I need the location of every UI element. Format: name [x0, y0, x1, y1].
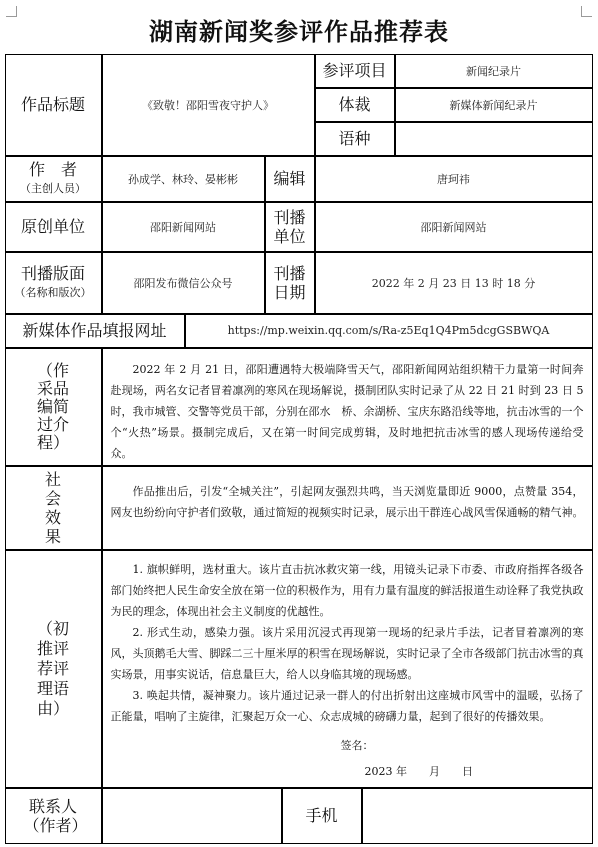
- effect-text: 作品推出后，引发“全城关注”，引起网友强烈共鸣，当天浏览量即近 9000，点赞量 354，网友也纷纷向守护者们致敬，通过简短的视频实时记录，展示出干群连心战风雪保通畅的精气神。: [110, 484, 584, 519]
- genre-value: 新媒体新闻纪录片: [395, 88, 593, 122]
- editor-label: 编辑: [265, 156, 315, 202]
- review-label: （初推评荐评理语由）: [5, 550, 102, 788]
- publish-unit-label: 刊播单位: [265, 202, 315, 252]
- work-title-value: 《致敬！邵阳雪夜守护人》: [102, 54, 315, 156]
- original-unit-value: 邵阳新闻网站: [102, 202, 265, 252]
- author-value: 孙成学、林玲、晏彬彬: [102, 156, 265, 202]
- genre-label: 体裁: [315, 88, 395, 122]
- review-text-cell: [102, 550, 593, 788]
- publish-date-label: 刊播日期: [265, 252, 315, 314]
- process-text: 2022 年 2 月 21 日，邵阳遭遇特大极端降雪天气，邵阳新闻网站组织精干力量第一时间奔赴现场，两名女记者冒着凛冽的寒风在现场解说，摄制团队实时记录了从 22 日 21 时到 23 日 5 时，我市城管、交警等党员干部，分别在邵水 桥、余湖桥、宝庆东路沿线等地，抗击冰雪的一个个“火热”场景。摄制完成后，又在第一时间完成剪辑，及时地把抗击冰雪的感人现场传递给受众。: [110, 362, 584, 460]
- language-label: 语种: [315, 122, 395, 156]
- category-value: 新闻纪录片: [395, 54, 593, 88]
- effect-text-cell: [102, 466, 593, 550]
- work-title-label: 作品标题: [5, 54, 102, 156]
- contact-label: 联系人（作者）: [5, 788, 102, 844]
- original-unit-label: 原创单位: [5, 202, 102, 252]
- editor-value: 唐珂祎: [315, 156, 593, 202]
- recommendation-table: [5, 54, 593, 844]
- contact-value: [102, 788, 282, 844]
- url-label: 新媒体作品填报网址: [5, 314, 185, 348]
- page-title: 湖南新闻奖参评作品推荐表: [149, 18, 449, 46]
- phone-value: [362, 788, 593, 844]
- category-label: 参评项目: [315, 54, 395, 88]
- effect-label: 社会效果: [5, 466, 102, 550]
- work-url-link[interactable]: https://mp.weixin.qq.com/s/Ra-z5Eq1Q4Pm5dcgGSBWQA: [185, 314, 593, 348]
- language-value: [395, 122, 593, 156]
- review-point-2: 2. 形式生动，感染力强。该片采用沉浸式再现第一现场的纪录片手法，记者冒着凛冽的寒风，头顶鹅毛大雪、脚踩二三十厘米厚的积雪在现场解说，实时记录了全市各级部门抗击冰雪的真实场景，用事实说话，信息量巨大，给人以身临其境的现场感。: [110, 625, 584, 681]
- phone-label: 手机: [282, 788, 362, 844]
- author-label: 作 者 （主创人员）: [5, 156, 102, 202]
- process-text-cell: [102, 348, 593, 466]
- publish-date-value: 2022 年 2 月 23 日 13 时 18 分: [315, 252, 593, 314]
- signature-label: 签名：: [340, 738, 374, 752]
- publish-page-value: 邵阳发布微信公众号: [102, 252, 265, 314]
- review-point-3: 3. 唤起共情，凝神聚力。该片通过记录一群人的付出折射出这座城市风雪中的温暖，弘扬了正能量，唱响了主旋律，汇聚起万众一心、众志成城的磅礴力量，起到了很好的传播效果。: [110, 688, 584, 723]
- process-label: （作采品编简过介程）: [5, 348, 102, 466]
- publish-page-label: 刊播版面 （名称和版次）: [5, 252, 102, 314]
- signature-date: 2023 年 月 日: [364, 764, 473, 778]
- publish-unit-value: 邵阳新闻网站: [315, 202, 593, 252]
- review-point-1: 1. 旗帜鲜明，选材重大。该片直击抗冰救灾第一线，用镜头记录下市委、市政府指挥各级各部门始终把人民生命安全放在第一位的积极作为，用有力量有温度的鲜活报道生动诠释了我党执政为民的理念，体现出社会主义制度的优越性。: [110, 562, 584, 618]
